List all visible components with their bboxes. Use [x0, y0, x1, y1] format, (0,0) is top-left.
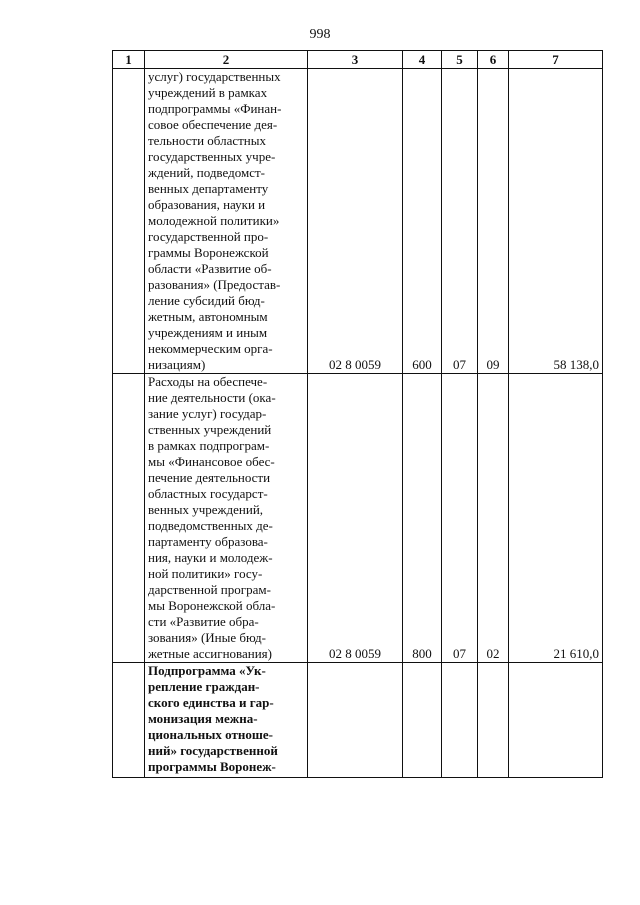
description-line: разования» (Предостав- [148, 277, 281, 292]
table-row [113, 374, 603, 663]
row-number-cell [113, 374, 145, 663]
description-line: мы «Финансовое обес- [148, 454, 275, 469]
description-line: граммы Воронежской [148, 245, 269, 260]
target-code-cell [308, 663, 403, 778]
subsection-cell: 09 [478, 69, 509, 374]
row-description-cell [145, 374, 308, 663]
section-cell: 07 [442, 69, 478, 374]
table-row [113, 69, 603, 374]
column-header-4: 4 [403, 51, 442, 69]
target-code-cell: 02 8 0059 [308, 69, 403, 374]
description-line: низациям) [148, 357, 206, 372]
description-line: некоммерческим орга- [148, 341, 273, 356]
description-line: зание услуг) государ- [148, 406, 267, 421]
description-line: циональных отноше- [148, 727, 273, 742]
row-description-cell [145, 663, 308, 778]
description-line: учреждениям и иным [148, 325, 268, 340]
description-line: молодежной политики» [148, 213, 280, 228]
description-line: ждений, подведомст- [148, 165, 265, 180]
description-line: монизация межна- [148, 711, 258, 726]
description-line: государственной про- [148, 229, 269, 244]
table-header-row [113, 51, 603, 69]
subsection-cell: 02 [478, 374, 509, 663]
description-line: партаменту образова- [148, 534, 268, 549]
subsection-cell [478, 663, 509, 778]
description-line: областных государст- [148, 486, 268, 501]
description-line: ной политики» госу- [148, 566, 263, 581]
expense-type-cell: 600 [403, 69, 442, 374]
budget-table [112, 50, 603, 778]
table-row [113, 663, 603, 778]
column-header-5: 5 [442, 51, 478, 69]
description-line: ний» государственной [148, 743, 278, 758]
description-line: подведомственных де- [148, 518, 273, 533]
description-line: тельности областных [148, 133, 266, 148]
description-line: программы Воронеж- [148, 759, 276, 774]
page-number: 998 [309, 27, 331, 42]
column-header-3: 3 [308, 51, 403, 69]
description-line: ние деятельности (ока- [148, 390, 276, 405]
expense-type-cell: 800 [403, 374, 442, 663]
description-line: жетным, автономным [148, 309, 268, 324]
description-line: ния, науки и молодеж- [148, 550, 273, 565]
description-line: образования, науки и [148, 197, 266, 212]
description-line: подпрограммы «Финан- [148, 101, 282, 116]
description-line: мы Воронежской обла- [148, 598, 276, 613]
description-line: репление граждан- [148, 679, 260, 694]
description-line: государственных учре- [148, 149, 276, 164]
column-header-7: 7 [509, 51, 603, 69]
description-line: венных департаменту [148, 181, 269, 196]
amount-cell: 58 138,0 [509, 69, 603, 374]
description-line: жетные ассигнования) [148, 646, 272, 661]
amount-cell [509, 663, 603, 778]
row-number-cell [113, 663, 145, 778]
column-header-2: 2 [145, 51, 308, 69]
row-number-cell [113, 69, 145, 374]
amount-cell: 21 610,0 [509, 374, 603, 663]
description-line: венных учреждений, [148, 502, 264, 517]
description-line: ственных учреждений [148, 422, 272, 437]
description-line: совое обеспечение дея- [148, 117, 278, 132]
description-line: Подпрограмма «Ук- [148, 663, 266, 678]
description-line: в рамках подпрограм- [148, 438, 270, 453]
expense-type-cell [403, 663, 442, 778]
description-line: услуг) государственных [148, 69, 281, 84]
description-line: печение деятельности [148, 470, 271, 485]
section-cell: 07 [442, 374, 478, 663]
description-line: Расходы на обеспече- [148, 374, 268, 389]
column-header-6: 6 [478, 51, 509, 69]
description-line: учреждений в рамках [148, 85, 268, 100]
description-line: дарственной програм- [148, 582, 271, 597]
column-header-1: 1 [113, 51, 145, 69]
target-code-cell: 02 8 0059 [308, 374, 403, 663]
description-line: ление субсидий бюд- [148, 293, 265, 308]
description-line: ского единства и гар- [148, 695, 274, 710]
description-line: области «Развитие об- [148, 261, 272, 276]
description-line: зования» (Иные бюд- [148, 630, 266, 645]
row-description-cell [145, 69, 308, 374]
description-line: сти «Развитие обра- [148, 614, 259, 629]
section-cell [442, 663, 478, 778]
